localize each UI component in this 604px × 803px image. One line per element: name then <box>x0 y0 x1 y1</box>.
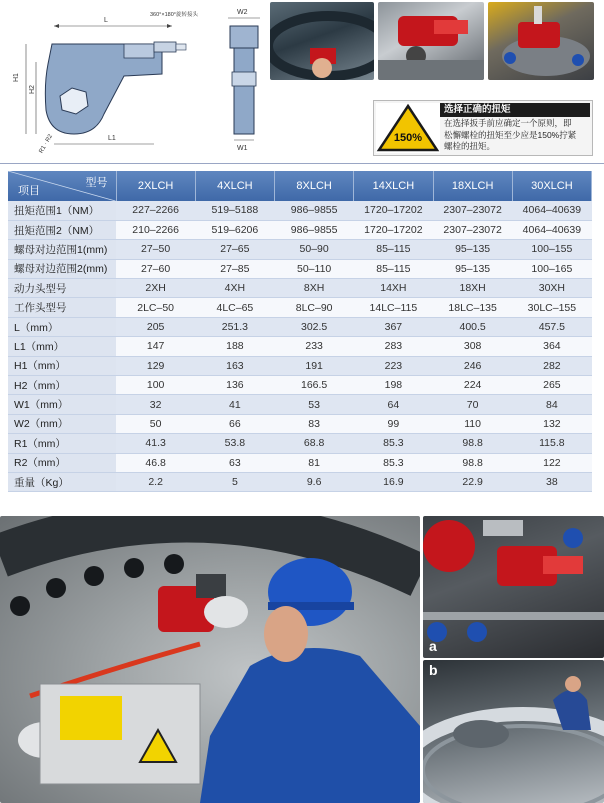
table-cell: 27–50 <box>116 240 195 259</box>
table-row <box>8 298 592 317</box>
infobox-line: 螺栓的扭矩。 <box>444 141 496 151</box>
section-divider <box>0 163 604 164</box>
table-cell: 1720–17202 <box>354 201 433 220</box>
table-cell: 210–2266 <box>116 220 195 239</box>
table-cell: 81 <box>275 453 354 472</box>
table-row <box>8 259 592 278</box>
table-cell: 188 <box>195 337 274 356</box>
table-row <box>8 453 592 472</box>
table-row <box>8 472 592 491</box>
row-label: H1（mm） <box>8 356 116 375</box>
photo-a-wrench-detail <box>423 516 604 658</box>
model-header: 30XLCH <box>512 171 591 201</box>
table-cell: 8LC–90 <box>275 298 354 317</box>
table-cell: 85.3 <box>354 434 433 453</box>
table-cell: 98.8 <box>433 434 512 453</box>
table-cell: 2307–23072 <box>433 220 512 239</box>
model-header: 4XLCH <box>195 171 274 201</box>
table-row <box>8 395 592 414</box>
table-cell: 302.5 <box>275 317 354 336</box>
infobox-title: 选择正确的扭矩 <box>440 103 590 117</box>
table-cell: 14LC–115 <box>354 298 433 317</box>
photo-wrench-closeup <box>378 2 484 80</box>
table-corner-header <box>8 171 116 201</box>
row-label: H2（mm） <box>8 376 116 395</box>
table-cell: 32 <box>116 395 195 414</box>
table-cell: 9.6 <box>275 472 354 491</box>
table-cell: 519–5188 <box>195 201 274 220</box>
table-row <box>8 376 592 395</box>
table-cell: 4XH <box>195 279 274 298</box>
table-cell: 4064–40639 <box>512 220 591 239</box>
table-cell: 41.3 <box>116 434 195 453</box>
warning-triangle-icon <box>376 103 440 153</box>
table-cell: 30XH <box>512 279 591 298</box>
table-cell: 191 <box>275 356 354 375</box>
table-cell: 22.9 <box>433 472 512 491</box>
photo-a-label: a <box>429 638 437 654</box>
row-label: W1（mm） <box>8 395 116 414</box>
model-header: 18XLCH <box>433 171 512 201</box>
table-cell: 163 <box>195 356 274 375</box>
table-cell: 53.8 <box>195 434 274 453</box>
photo-b-ring-assembly <box>423 660 604 803</box>
corner-item-label: 项目 <box>18 185 40 197</box>
table-cell: 83 <box>275 414 354 433</box>
row-label: 螺母对边范围2(mm) <box>8 259 116 278</box>
table-cell: 246 <box>433 356 512 375</box>
table-cell: 364 <box>512 337 591 356</box>
table-cell: 4064–40639 <box>512 201 591 220</box>
table-row <box>8 337 592 356</box>
torque-selection-infobox <box>373 100 593 156</box>
row-label: L（mm） <box>8 317 116 336</box>
table-cell: 27–85 <box>195 259 274 278</box>
table-cell: 308 <box>433 337 512 356</box>
table-cell: 5 <box>195 472 274 491</box>
table-cell: 16.9 <box>354 472 433 491</box>
table-cell: 68.8 <box>275 434 354 453</box>
table-cell: 18XH <box>433 279 512 298</box>
row-label: L1（mm） <box>8 337 116 356</box>
table-cell: 53 <box>275 395 354 414</box>
table-cell: 46.8 <box>116 453 195 472</box>
table-row <box>8 414 592 433</box>
table-cell: 986–9855 <box>275 201 354 220</box>
table-cell: 115.8 <box>512 434 591 453</box>
table-cell: 27–60 <box>116 259 195 278</box>
table-cell: 14XH <box>354 279 433 298</box>
table-cell: 70 <box>433 395 512 414</box>
table-cell: 4LC–65 <box>195 298 274 317</box>
table-cell: 367 <box>354 317 433 336</box>
table-cell: 100–155 <box>512 240 591 259</box>
infobox-body <box>444 118 590 153</box>
dim-w2-label: W2 <box>237 9 248 16</box>
table-cell: 1720–17202 <box>354 220 433 239</box>
table-cell: 84 <box>512 395 591 414</box>
table-cell: 85.3 <box>354 453 433 472</box>
infobox-line: 在选择扳手前应确定一个原则，即 <box>444 118 572 128</box>
table-cell: 223 <box>354 356 433 375</box>
table-cell: 100–165 <box>512 259 591 278</box>
table-cell: 282 <box>512 356 591 375</box>
spec-table <box>8 171 592 492</box>
table-cell: 98.8 <box>433 453 512 472</box>
table-cell: 30LC–155 <box>512 298 591 317</box>
model-header: 14XLCH <box>354 171 433 201</box>
table-cell: 64 <box>354 395 433 414</box>
row-label: R2（mm） <box>8 453 116 472</box>
table-cell: 99 <box>354 414 433 433</box>
table-cell: 2XH <box>116 279 195 298</box>
table-cell: 8XH <box>275 279 354 298</box>
table-cell: 85–115 <box>354 259 433 278</box>
percent-badge: 150% <box>393 132 423 144</box>
dim-h1-label: H1 <box>13 73 20 82</box>
table-cell: 41 <box>195 395 274 414</box>
side-view-drawing <box>222 4 266 154</box>
table-cell: 100 <box>116 376 195 395</box>
table-cell: 265 <box>512 376 591 395</box>
table-cell: 198 <box>354 376 433 395</box>
table-cell: 205 <box>116 317 195 336</box>
row-label: 工作头型号 <box>8 298 116 317</box>
rotation-joint-label: 360°×180°旋转接头 <box>150 12 198 18</box>
table-row <box>8 240 592 259</box>
row-label: 扭矩范围1（NM） <box>8 201 116 220</box>
photo-worker-using-wrench <box>0 516 420 803</box>
row-label: R1（mm） <box>8 434 116 453</box>
row-label: 螺母对边范围1(mm) <box>8 240 116 259</box>
table-row <box>8 434 592 453</box>
table-cell: 122 <box>512 453 591 472</box>
table-cell: 129 <box>116 356 195 375</box>
photo-wrench-on-flange <box>488 2 594 80</box>
infobox-line: 松懈螺栓的扭矩至少应是150%拧紧 <box>444 129 577 140</box>
table-row <box>8 279 592 298</box>
corner-model-label: 型号 <box>85 177 108 189</box>
table-cell: 2307–23072 <box>433 201 512 220</box>
table-cell: 519–6206 <box>195 220 274 239</box>
table-cell: 50 <box>116 414 195 433</box>
table-cell: 18LC–135 <box>433 298 512 317</box>
table-cell: 63 <box>195 453 274 472</box>
spec-table-body <box>8 201 592 492</box>
table-header-row <box>8 171 592 201</box>
dim-l-label: L <box>104 17 108 24</box>
table-cell: 27–65 <box>195 240 274 259</box>
row-label: 扭矩范围2（NM） <box>8 220 116 239</box>
table-cell: 95–135 <box>433 259 512 278</box>
table-cell: 251.3 <box>195 317 274 336</box>
table-cell: 132 <box>512 414 591 433</box>
table-cell: 224 <box>433 376 512 395</box>
table-cell: 50–110 <box>275 259 354 278</box>
table-cell: 233 <box>275 337 354 356</box>
table-row <box>8 317 592 336</box>
model-header: 2XLCH <box>116 171 195 201</box>
table-cell: 457.5 <box>512 317 591 336</box>
dim-w1-label: W1 <box>237 145 248 152</box>
table-cell: 38 <box>512 472 591 491</box>
row-label: 动力头型号 <box>8 279 116 298</box>
table-row <box>8 220 592 239</box>
table-cell: 110 <box>433 414 512 433</box>
table-cell: 283 <box>354 337 433 356</box>
table-row <box>8 201 592 220</box>
table-cell: 166.5 <box>275 376 354 395</box>
model-header: 8XLCH <box>275 171 354 201</box>
table-cell: 50–90 <box>275 240 354 259</box>
dim-l1-label: L1 <box>108 135 116 142</box>
table-cell: 986–9855 <box>275 220 354 239</box>
photo-tool-on-ring <box>270 2 374 80</box>
table-cell: 147 <box>116 337 195 356</box>
front-view-drawing <box>4 4 212 154</box>
photo-b-label: b <box>429 662 438 678</box>
row-label: W2（mm） <box>8 414 116 433</box>
dim-h2-label: H2 <box>29 85 36 94</box>
table-cell: 400.5 <box>433 317 512 336</box>
table-cell: 66 <box>195 414 274 433</box>
table-cell: 85–115 <box>354 240 433 259</box>
dim-r-label: R1 · R2 <box>38 133 55 154</box>
table-cell: 136 <box>195 376 274 395</box>
table-cell: 227–2266 <box>116 201 195 220</box>
table-cell: 2LC–50 <box>116 298 195 317</box>
table-cell: 95–135 <box>433 240 512 259</box>
row-label: 重量（Kg） <box>8 472 116 491</box>
table-cell: 2.2 <box>116 472 195 491</box>
table-row <box>8 356 592 375</box>
